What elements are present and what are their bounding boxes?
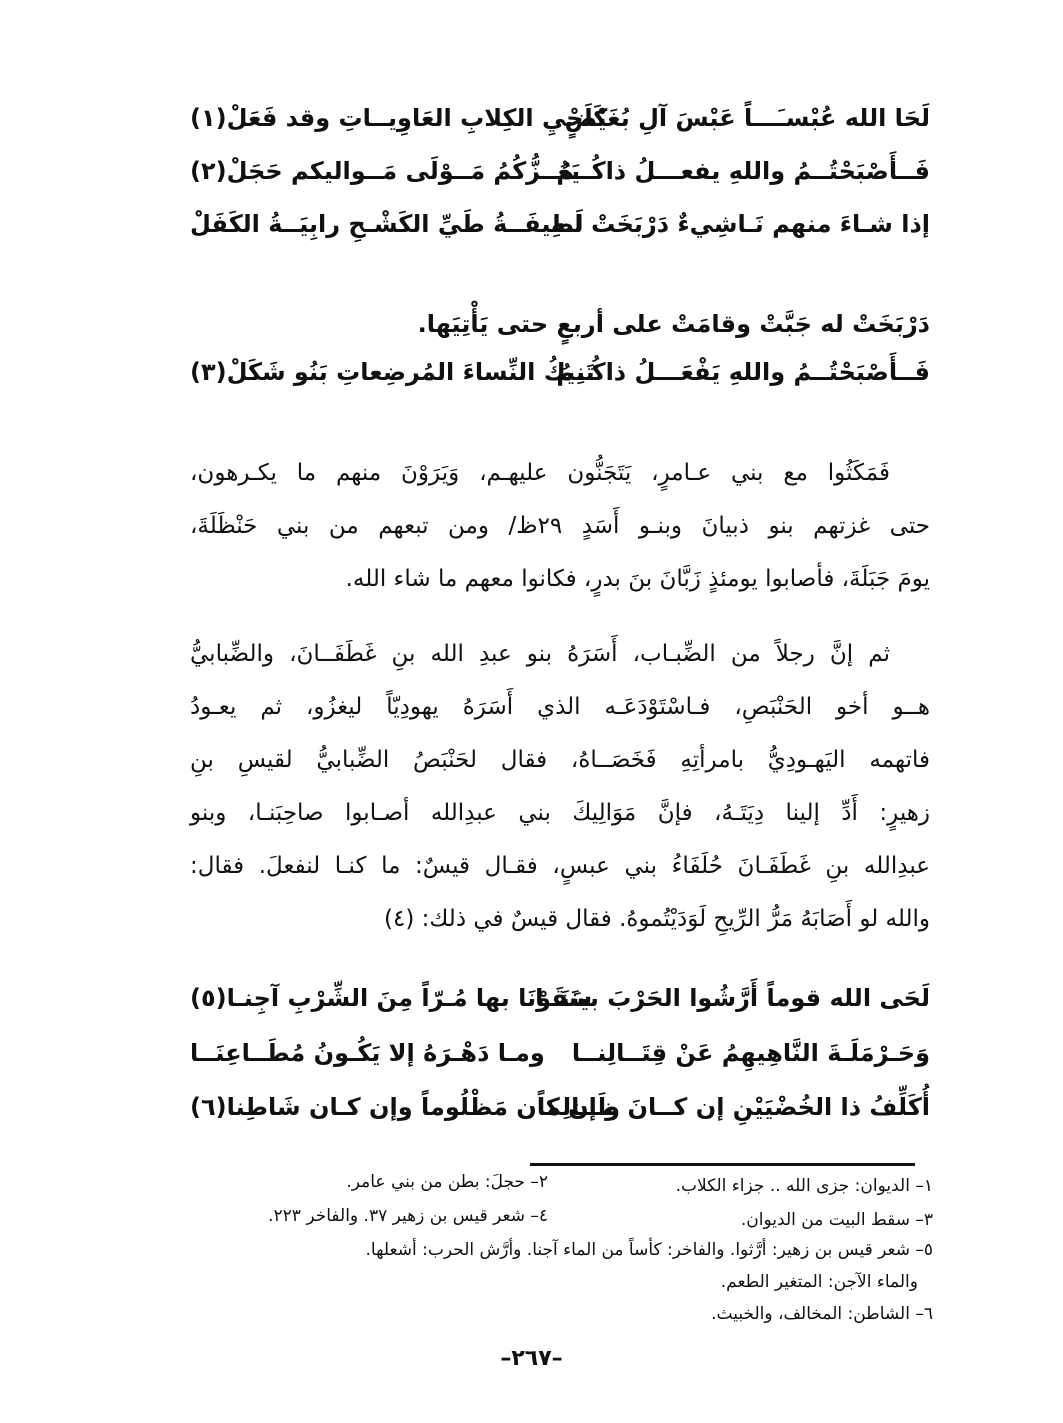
poem2-verse-2-second-hemistich: ومـا دَهْـرَهُ إلا يَكُـونُ مُطَــاعِنَــا — [190, 1039, 545, 1067]
paragraph-2-line-1: ثم إنَّ رجلاً من الضِّبـاب، أَسَرَهُ بنو عبدِ الله بنِ غَطَفَــانَ، والضِّبابيُّ — [190, 641, 890, 667]
poem1-verse-3-first-hemistich: إذا شـاءَ منهم نَـاشِيءٌ دَرْبَخَتْ لـه — [551, 210, 930, 238]
poem1-verse-3 — [190, 202, 930, 246]
paragraph-1-line-3: يومَ جَبَلَةَ، فأصابوا يومئذٍ زَبَّانَ بنَ بدرٍ، فكانوا معهم ما شاء الله. — [345, 566, 930, 592]
poem2-verse-1-first-hemistich: لَحَى الله قوماً أَرَّشُوا الحَرْبَ بينَنَــا — [535, 984, 930, 1012]
footnote-separator — [530, 1163, 915, 1166]
paragraph-2-line-5: عبدِالله بنِ غَطَفَـانَ حُلَفَاءُ بني عبسٍ، فقـال قيسٌ: ما كنـا لنفعلَ. فقال: — [190, 853, 930, 879]
poem2-verse-2-first-hemistich: وَحَـرْمَلَـةَ النَّاهِيهِمُ عَنْ قِتَــالِنــا — [571, 1039, 930, 1067]
footnote-2: ٢– حجلَ: بطن من بني عامر. — [346, 1172, 548, 1192]
poem1-verse-3-second-hemistich: لَطِيفَــةُ طَيِّ الكَشْـحِ رابِيَــةُ الكَفَلْ — [190, 210, 584, 238]
poem2-verse-1 — [190, 976, 930, 1020]
poem2-verse-2 — [190, 1031, 930, 1075]
paragraph-1-line-1: فَمَكَثُوا مع بني عـامرٍ، يَتَجَنُّون عليهـم، وَيَرَوْنَ منهم ما يكـرهون، — [190, 460, 890, 486]
poem1-verse-1-first-hemistich: لَحَا الله عُبْسـَـــاً عَبْسَ آلِ بُغَيْضٍ — [564, 104, 930, 132]
poem2-verse-3-second-hemistich: و إن كان مَظْلُوماً وإن كـان شَاطِنا(٦) — [190, 1093, 621, 1121]
footnote-5-continued: والماء الآجن: المتغير الطعم. — [720, 1272, 918, 1292]
footnote-1: ١– الديوان: جزى الله .. جزاء الكلاب. — [675, 1176, 933, 1196]
poem1-verse-1-second-hemistich: كَلَحْيِ الكِلابِ العَاوِيــاتِ وقد فَعَلْ(١) — [190, 104, 608, 132]
verse-single-line: دَرْبَخَتْ له جَبَّتْ وقامَتْ على أربعٍ حتى يَأْتِيَها. — [417, 310, 930, 338]
paragraph-1-line-2: حتى غزتهم بنو ذبيانَ وبنـو أَسَدٍ ٢٩ظ/ ومن تبعهم من بني حَنْظَلَةَ، — [190, 513, 931, 539]
poem1-verse-2 — [190, 149, 930, 193]
poem1-verse-2-first-hemistich: فَــأَصْبَحْتُــمُ واللهِ يفعـــلُ ذاكُــمُ — [556, 157, 930, 185]
footnote-4: ٤– شعر قيس بن زهير ٣٧. والفاخر ٢٢٣. — [268, 1206, 548, 1226]
paragraph-2-line-3: فاتهمه اليَهـودِيُّ بامرأتِهِ فَخَصَــاهُ، فقال لحَنْبَصُ الضِّبابيُّ لقيسِ بنِ — [190, 747, 930, 773]
paragraph-2-line-4: زهيرٍ: أَدِّ إلينا دِيَتَـهُ، فإنَّ مَوَالِيكَ بني عبدِالله أصـابوا صاحِبَنـا، وبنو — [190, 800, 930, 826]
verse-after-second-hemistich: تَنِيكُ النِّساءَ المُرضِعاتِ بَنُو شَكَلْ(٣) — [190, 358, 595, 386]
verse-after-single — [190, 350, 930, 394]
poem1-verse-2-second-hemistich: يَعُــزُّكُمُ مَــوْلَى مَــواليكم حَجَلْ(٢) — [190, 157, 581, 185]
paragraph-2-line-6: والله لو أَصَابَهُ مَرُّ الرِّيحِ لَوَدَيْتُموهُ. فقال قيسٌ في ذلك: (٤) — [384, 906, 930, 932]
poem2-verse-3 — [190, 1085, 930, 1129]
paragraph-1 — [190, 447, 930, 606]
paragraph-2 — [190, 628, 930, 946]
footnote-5: ٥– شعر قيس بن زهير: أرَّثوا. والفاخر: كأساً من الماء آجنا. وأرَّش الحرب: أشعلها. — [365, 1240, 933, 1260]
poem2-verse-1-second-hemistich: سَقَوْنَا بها مُـرّاً مِنَ الشِّرْبِ آجِنـا(٥) — [190, 984, 593, 1012]
poem2-verse-3-first-hemistich: أُكَلِّفُ ذا الخُضْيَيْنِ إن كــانَ ظَــالِماً — [537, 1093, 930, 1121]
footnote-6: ٦– الشاطن: المخالف، والخبيث. — [711, 1304, 933, 1324]
footnote-3: ٣– سقط البيت من الديوان. — [740, 1210, 933, 1230]
poem1-verse-1 — [190, 96, 930, 140]
verse-after-first-hemistich: فَــأَصْبَحْتُــمُ واللهِ يَفْعَـــلُ ذاكُــمُ — [556, 358, 930, 386]
page-number: –٢٦٧– — [500, 1346, 563, 1371]
paragraph-2-line-2: هــو أخو الحَنْبَصِ، فـاسْتَوْدَعَـه الذي أَسَرَهُ يهودِيّاً ليغزُو، ثم يعـودُ — [190, 694, 930, 720]
